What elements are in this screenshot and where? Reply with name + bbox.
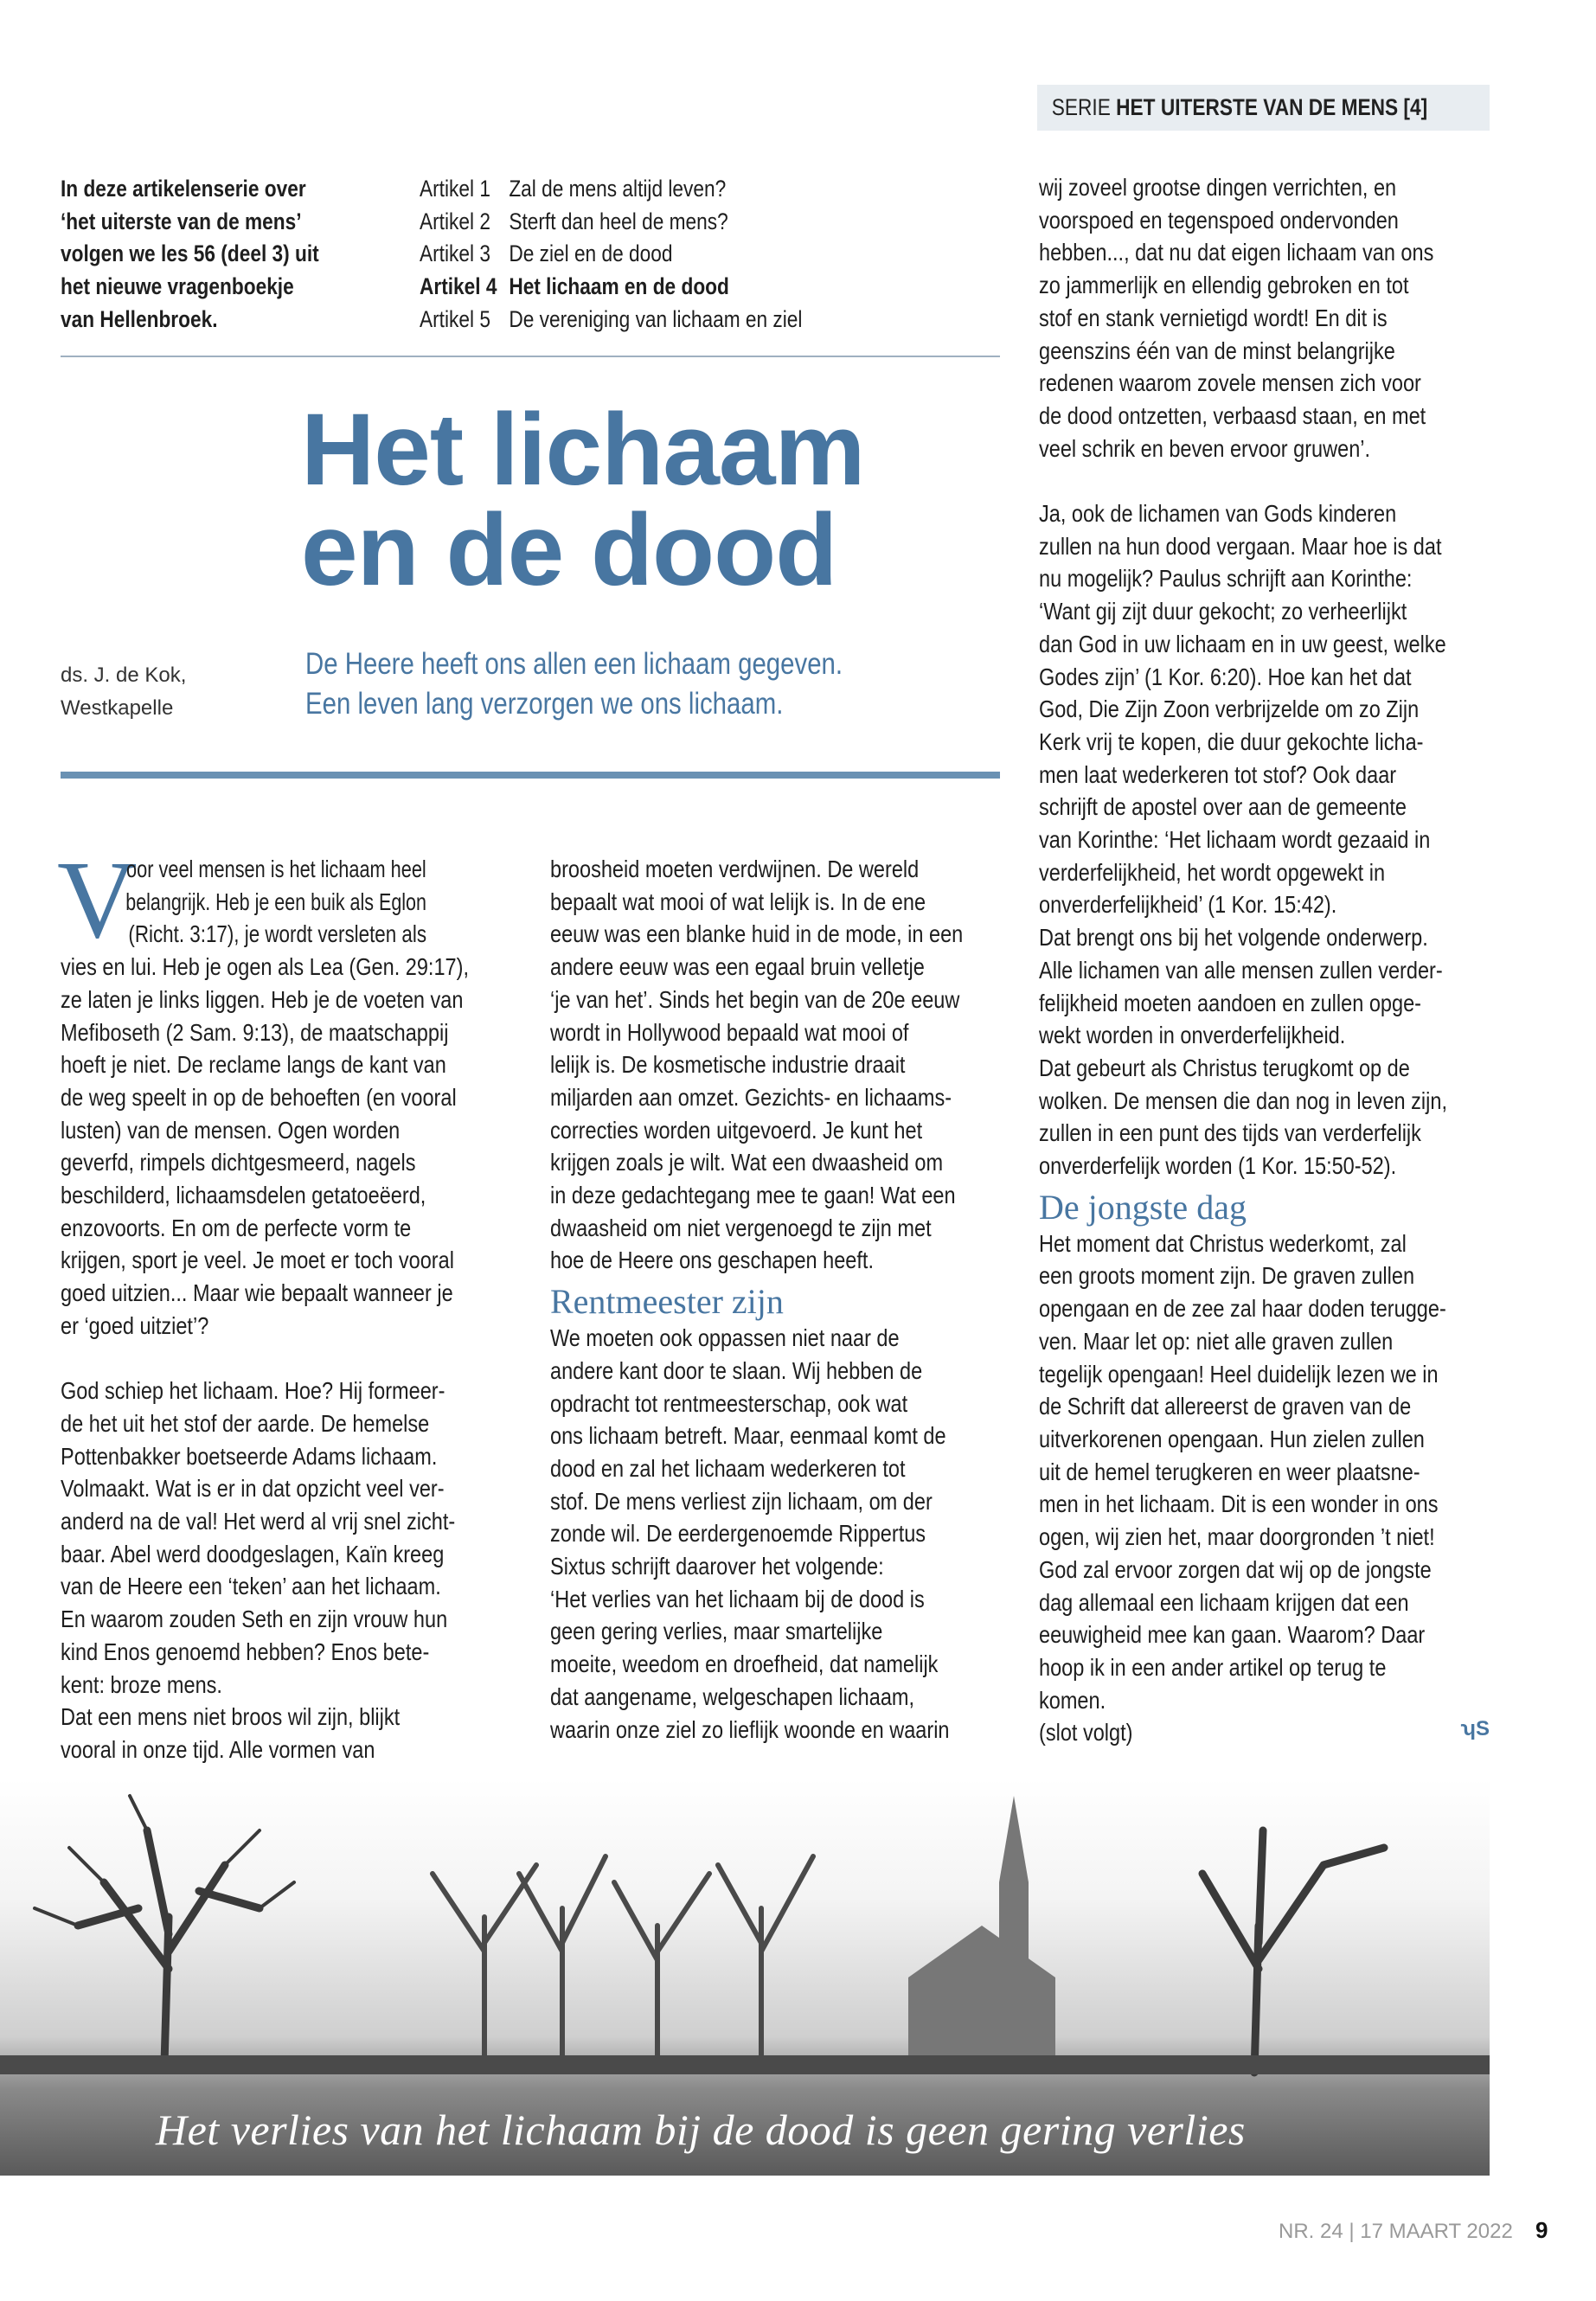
article-list-item: [420, 173, 907, 206]
article-number: Artikel 4: [420, 273, 497, 300]
body-line: tegelijk opengaan! Heel duidelijk lezen we in: [1039, 1360, 1439, 1388]
subtitle-line: Een leven lang verzorgen we ons lichaam.: [305, 687, 784, 721]
section-heading: De jongste dag: [1039, 1187, 1247, 1227]
body-line: ‘Want gij zijt duur gekocht; zo verheerlijkt: [1039, 598, 1407, 625]
body-line: zo jammerlijk en ellendig gebroken en tot: [1039, 272, 1409, 299]
body-line: een groots moment zijn. De graven zullen: [1039, 1262, 1415, 1290]
body-line: onverderfelijk worden (1 Kor. 15:50-52).: [1039, 1152, 1397, 1180]
intro-line: van Hellenbroek.: [61, 305, 218, 332]
body-line: geen gering verlies, maar smartelijke: [550, 1618, 883, 1645]
body-line: men laat wederkeren tot stof? Ook daar: [1039, 760, 1397, 788]
article-list-title: Zal de mens altijd leven?: [509, 176, 727, 202]
body-line: Dat gebeurt als Christus terugkomt op de: [1039, 1054, 1410, 1081]
body-line: dat aangename, welgeschapen lichaam,: [550, 1682, 915, 1710]
series-title: HET UITERSTE VAN DE MENS [4]: [1116, 94, 1428, 120]
body-line: er ‘goed uitziet’?: [61, 1311, 209, 1339]
body-line: wordt in Hollywood bepaald wat mooi of: [550, 1018, 909, 1046]
body-line: Pottenbakker boetseerde Adams lichaam.: [61, 1442, 438, 1470]
body-line: de dood ontzetten, verbaasd staan, en met: [1039, 401, 1426, 429]
body-line: Volmaakt. Wat is er in dat opzicht veel ver-: [61, 1475, 445, 1503]
body-line: God schiep het lichaam. Hoe? Hij formeer-: [61, 1377, 445, 1405]
photo-caption: Het verlies van het lichaam bij de dood is geen gering verlies: [156, 2106, 1246, 2154]
body-line: Dat een mens niet broos wil zijn, blijkt: [61, 1703, 401, 1731]
body-line: God, Die Zijn Zoon verbrijzelde om zo Zijn: [1039, 695, 1420, 723]
body-line: voorspoed en tegenspoed ondervonden: [1039, 206, 1399, 234]
author-location: Westkapelle: [61, 695, 174, 720]
body-line: kind Enos genoemd hebben? Enos bete-: [61, 1638, 430, 1665]
body-line: anderd na de val! Het werd al vrij snel zicht-: [61, 1508, 456, 1535]
body-line: Dat brengt ons bij het volgende onderwerp.: [1039, 924, 1428, 952]
divider-thick: [61, 772, 1000, 779]
body-line: wolken. De mensen die dan nog in leven zijn,: [1039, 1086, 1448, 1114]
body-line: miljarden aan omzet. Gezichts- en lichaams-: [550, 1083, 952, 1111]
body-line: eeuwigheid mee kan gaan. Waarom? Daar: [1039, 1621, 1426, 1649]
body-line: van Korinthe: ‘Het lichaam wordt gezaaid in: [1039, 826, 1431, 854]
author-name: ds. J. de Kok,: [61, 663, 187, 687]
article-number: Artikel 2: [420, 208, 490, 234]
body-line: Het moment dat Christus wederkomt, zal: [1039, 1229, 1407, 1257]
body-line: opdracht tot rentmeesterschap, ook wat: [550, 1389, 908, 1417]
article-list-item: [420, 304, 907, 336]
body-line: wij zoveel grootse dingen verrichten, en: [1039, 174, 1397, 201]
body-line: schrijft de apostel over aan de gemeente: [1039, 793, 1407, 821]
body-line: stof en stank vernietigd wordt! En dit is: [1039, 304, 1388, 331]
body-line: We moeten ook oppassen niet naar de: [550, 1324, 900, 1352]
article-list-title: Sterft dan heel de mens?: [509, 208, 728, 234]
body-line: moeite, weedom en droefheid, dat namelijk: [550, 1650, 939, 1678]
body-line: (slot volgt): [1039, 1719, 1133, 1747]
body-line: uit de hemel terugkeren en weer plaatsne-: [1039, 1458, 1420, 1485]
body-line: dood en zal het lichaam wederkeren tot: [550, 1454, 906, 1482]
article-list: [420, 173, 999, 336]
body-line: Alle lichamen van alle mensen zullen verder-: [1039, 956, 1443, 984]
body-line: van de Heere een ‘teken’ aan het lichaam.: [61, 1573, 441, 1600]
page-number: 9: [1535, 2217, 1548, 2243]
body-line: veel schrik en beven ervoor gruwen’.: [1039, 434, 1371, 462]
body-line: felijkheid moeten aandoen en zullen opge-: [1039, 989, 1421, 1016]
body-line: goed uitzien... Maar wie bepaalt wanneer je: [61, 1279, 453, 1307]
body-line: Godes zijn’ (1 Kor. 6:20). Hoe kan het dat: [1039, 663, 1412, 690]
end-of-article-icon: ʮS: [1460, 1717, 1490, 1741]
body-line: enzovoorts. En om de perfecte vorm te: [61, 1214, 412, 1241]
body-line: zullen na hun dood vergaan. Maar hoe is dat: [1039, 532, 1442, 560]
body-line: kent: broze mens.: [61, 1670, 222, 1698]
body-line: hoe de Heere ons geschapen heeft.: [550, 1247, 874, 1274]
body-line: verderfelijkheid, het wordt opgewekt in: [1039, 858, 1386, 886]
author: [61, 659, 186, 724]
intro-line: volgen we les 56 (deel 3) uit: [61, 240, 319, 267]
article-list-item: [420, 206, 907, 239]
article-list-title: De vereniging van lichaam en ziel: [509, 305, 803, 332]
body-line: de Schrift dat allereerst de graven van de: [1039, 1393, 1412, 1420]
body-line: Ja, ook de lichamen van Gods kinderen: [1039, 500, 1397, 528]
article-list-item: [420, 271, 907, 304]
article-title: [301, 393, 865, 607]
body-line: En waarom zouden Seth en zijn vrouw hun: [61, 1606, 448, 1633]
body-line: andere eeuw was een egaal bruin velletje: [550, 953, 925, 981]
paragraph-gap: [1039, 465, 1490, 497]
article-number: Artikel 3: [420, 240, 490, 267]
body-line: zonde wil. De eerdergenoemde Rippertus: [550, 1520, 926, 1548]
body-line: beschilderd, lichaamsdelen getatoeëerd,: [61, 1182, 426, 1209]
body-line: (Richt. 3:17), je wordt versleten als: [128, 920, 427, 948]
section-heading: Rentmeester zijn: [550, 1282, 784, 1322]
body-line: ven. Maar let op: niet alle graven zullen: [1039, 1327, 1394, 1355]
body-line: eeuw was een blanke huid in de mode, in een: [550, 920, 964, 948]
body-line: ogen, wij zien het, maar doorgronden ’t niet!: [1039, 1523, 1435, 1551]
body-line: hebben..., dat nu dat eigen lichaam van ons: [1039, 239, 1434, 266]
body-column-2: [550, 853, 1001, 1746]
body-line: stof. De mens verliest zijn lichaam, om der: [550, 1487, 933, 1515]
article-list-title: Het lichaam en de dood: [509, 273, 729, 300]
body-line: dwaasheid om niet vergenoegd te zijn met: [550, 1214, 932, 1241]
body-line: lelijk is. De kosmetische industrie draait: [550, 1051, 906, 1079]
body-line: Kerk vrij te kopen, die duur gekochte licha-: [1039, 727, 1424, 755]
article-list-item: [420, 238, 907, 271]
body-line: hoop ik in een ander artikel op terug te: [1039, 1653, 1387, 1681]
intro-line: het nieuwe vragenboekje: [61, 273, 294, 300]
body-line: redenen waarom zovele mensen zich voor: [1039, 369, 1421, 397]
intro-text: [61, 173, 389, 336]
body-line: waarin onze ziel zo lieflijk woonde en waarin: [550, 1715, 950, 1743]
body-column-3: [1039, 171, 1490, 1749]
divider: [61, 356, 1000, 357]
body-line: baar. Abel werd doodgeslagen, Kaïn kreeg: [61, 1540, 445, 1567]
body-line: ons lichaam betreft. Maar, eenmaal komt de: [550, 1422, 946, 1450]
body-line: geenszins één van de minst belangrijke: [1039, 336, 1395, 364]
body-line: komen.: [1039, 1686, 1106, 1714]
body-line: zullen in een punt des tijds van verderfelijk: [1039, 1119, 1421, 1147]
body-line: de het uit het stof der aarde. De hemelse: [61, 1409, 430, 1437]
body-line: men in het lichaam. Dit is een wonder in ons: [1039, 1490, 1439, 1518]
body-column-1: [57, 838, 511, 1766]
series-prefix: SERIE: [1051, 94, 1111, 120]
body-line: God zal ervoor zorgen dat wij op de jongste: [1039, 1555, 1432, 1583]
subtitle: [305, 644, 945, 724]
series-label: [1037, 85, 1490, 131]
article-number: Artikel 1: [420, 176, 490, 202]
body-line: ze laten je links liggen. Heb je de voeten van: [61, 985, 464, 1013]
body-line: geverfd, rimpels dichtgesmeerd, nagels: [61, 1149, 416, 1176]
body-line: opengaan en de zee zal haar doden terugge-: [1039, 1295, 1446, 1323]
body-line: oor veel mensen is het lichaam heel: [126, 856, 426, 882]
title-line: Het lichaam: [301, 393, 865, 507]
intro-line: ‘het uiterste van de mens’: [61, 208, 302, 234]
body-line: andere kant door te slaan. Wij hebben de: [550, 1356, 923, 1384]
body-line: bepaalt wat mooi of wat lelijk is. In de ene: [550, 888, 926, 915]
body-line: ‘Het verlies van het lichaam bij de dood is: [550, 1585, 925, 1612]
subtitle-line: De Heere heeft ons allen een lichaam gegeven.: [305, 647, 843, 681]
body-line: krijgen zoals je wilt. Wat een dwaasheid om: [550, 1149, 944, 1176]
body-line: uitverkorenen opengaan. Hun zielen zullen: [1039, 1426, 1425, 1452]
body-line: vies en lui. Heb je ogen als Lea (Gen. 29:17),: [61, 953, 470, 981]
body-line: krijgen, sport je veel. Je moet er toch vooral: [61, 1247, 454, 1274]
body-line: Mefiboseth (2 Sam. 9:13), de maatschappij: [61, 1018, 449, 1046]
body-line: correcties worden uitgevoerd. Je kunt het: [550, 1116, 923, 1144]
body-line: onverderfelijkheid’ (1 Kor. 15:42).: [1039, 891, 1337, 919]
body-line: de weg speelt in op de behoeften (en vooral: [61, 1083, 457, 1111]
drop-cap: V: [57, 838, 138, 961]
body-line: Sixtus schrijft daarover het volgende:: [550, 1553, 884, 1580]
body-line: vooral in onze tijd. Alle vormen van: [61, 1735, 375, 1763]
body-line: nu mogelijk? Paulus schrijft aan Korinthe:: [1039, 565, 1413, 593]
body-line: lusten) van de mensen. Ogen worden: [61, 1116, 401, 1144]
body-line: hoeft je niet. De reclame langs de kant van: [61, 1051, 446, 1079]
body-line: dan God in uw lichaam en in uw geest, welke: [1039, 630, 1446, 657]
paragraph-gap: [61, 1343, 511, 1375]
body-line: wekt worden in onverderfelijkheid.: [1039, 1022, 1346, 1049]
issue-date: NR. 24 | 17 MAART 2022: [1279, 2220, 1513, 2243]
article-list-title: De ziel en de dood: [509, 240, 673, 267]
intro-line: In deze artikelenserie over: [61, 176, 306, 202]
body-line: ‘je van het’. Sinds het begin van de 20e eeuw: [550, 985, 960, 1013]
body-line: dag allemaal een lichaam krijgen dat een: [1039, 1588, 1409, 1616]
body-line: in deze gedachtegang mee te gaan! Wat een: [550, 1182, 956, 1209]
body-line: broosheid moeten verdwijnen. De wereld: [550, 856, 920, 882]
title-line: en de dood: [301, 493, 837, 607]
body-line: belangrijk. Heb je een buik als Eglon: [125, 888, 426, 915]
article-number: Artikel 5: [420, 305, 490, 332]
